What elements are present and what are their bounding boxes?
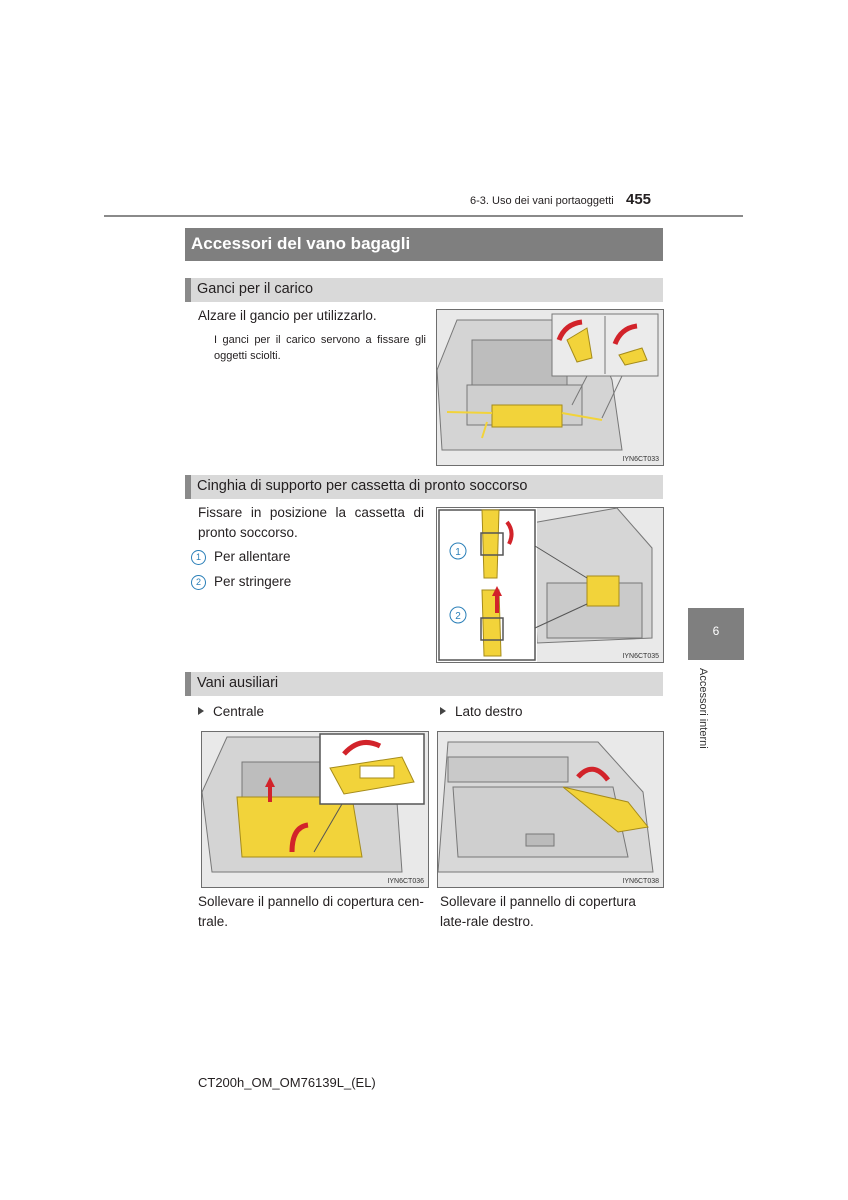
strap-item-1	[191, 547, 291, 567]
footer-doc-code: CT200h_OM_OM76139L_(EL)	[198, 1075, 376, 1090]
aux-center-label: Centrale	[198, 702, 264, 722]
strap-figure-code: IYN6CT035	[622, 653, 659, 660]
aux-right-figure-code: IYN6CT038	[622, 878, 659, 885]
hooks-heading: Ganci per il carico	[185, 278, 663, 302]
callout-2-icon: 2	[191, 575, 206, 590]
bullet-triangle-icon	[440, 707, 446, 715]
page-title: Accessori del vano bagagli	[185, 228, 663, 261]
chapter-tab: 6	[688, 608, 744, 660]
section-header: 6-3. Uso dei vani portaoggetti	[470, 195, 614, 207]
strap-item-2	[191, 572, 291, 592]
hooks-figure-code: IYN6CT033	[622, 456, 659, 463]
bullet-triangle-icon	[198, 707, 204, 715]
aux-center-figure-code: IYN6CT036	[387, 878, 424, 885]
hooks-instruction: Alzare il gancio per utilizzarlo.	[198, 308, 377, 323]
strap-figure	[436, 507, 664, 663]
strap-item-1-label: Per allentare	[214, 549, 291, 564]
aux-right-label: Lato destro	[440, 702, 523, 722]
header-divider	[104, 215, 743, 217]
svg-text:2: 2	[455, 611, 461, 622]
callout-1-icon: 1	[191, 550, 206, 565]
hooks-figure	[436, 309, 664, 466]
aux-center-caption: Sollevare il pannello di copertura cen-trale.	[198, 894, 424, 929]
aux-center-figure	[201, 731, 429, 888]
hooks-note: I ganci per il carico servono a fissare gli oggetti sciolti.	[214, 334, 426, 362]
strap-heading: Cinghia di supporto per cassetta di pronto soccorso	[185, 475, 663, 499]
strap-instruction: Fissare in posizione la cassetta di pronto soccorso.	[198, 505, 424, 540]
strap-item-2-label: Per stringere	[214, 574, 292, 589]
aux-right-figure	[437, 731, 664, 888]
aux-right-caption: Sollevare il pannello di copertura late-rale destro.	[440, 894, 636, 929]
chapter-label: Accessori interni	[697, 668, 709, 749]
svg-text:1: 1	[455, 547, 461, 558]
page-number: 455	[626, 191, 652, 208]
aux-heading: Vani ausiliari	[185, 672, 663, 696]
